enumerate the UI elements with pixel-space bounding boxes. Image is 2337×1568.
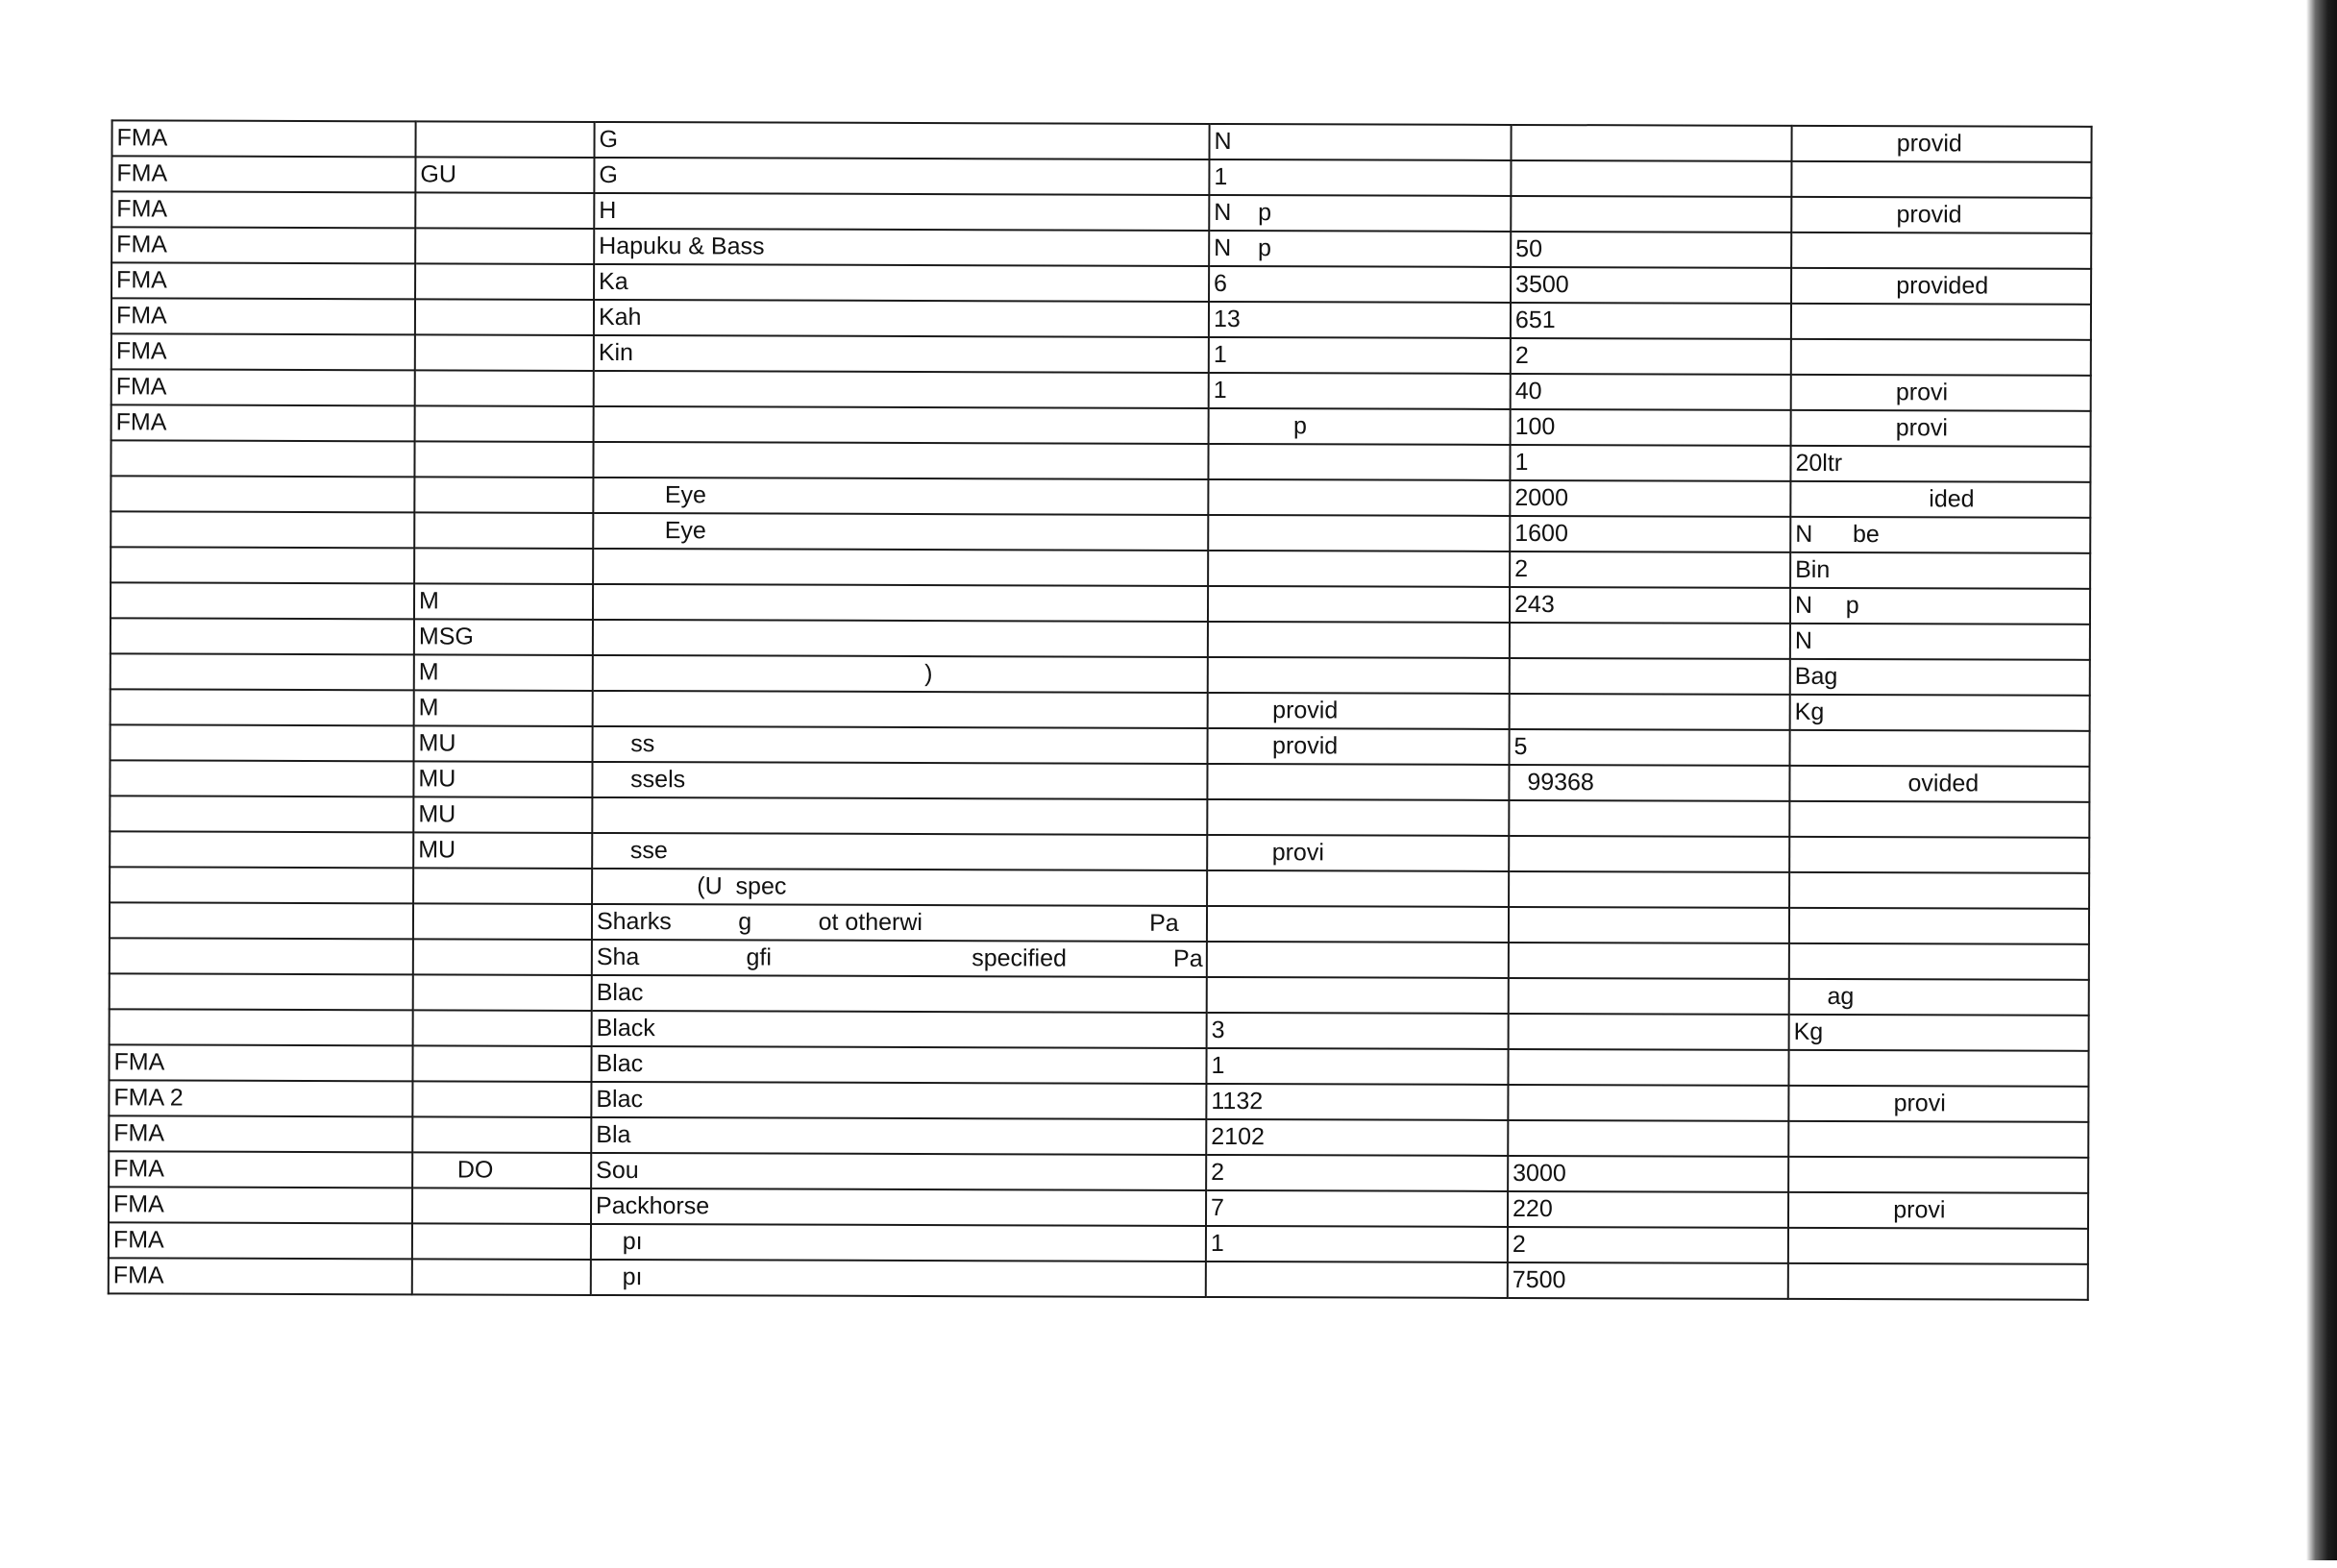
code-cell <box>413 974 592 1011</box>
code-cell <box>415 121 594 158</box>
note-cell <box>1789 837 2089 873</box>
table-row <box>111 582 2090 624</box>
species-cell: G <box>594 122 1209 159</box>
count-cell: p <box>1209 408 1511 445</box>
note-cell <box>1788 1121 2088 1158</box>
table-row <box>110 1009 2089 1050</box>
quantity-cell <box>1511 160 1791 197</box>
code-cell <box>412 1188 591 1224</box>
quantity-cell: 2 <box>1511 338 1791 375</box>
quantity-cell <box>1509 800 1789 837</box>
species-cell: (U spec <box>592 869 1207 906</box>
species-cell: ) <box>593 655 1208 693</box>
species-cell: Ka <box>594 264 1209 302</box>
quantity-cell: 1600 <box>1510 516 1790 552</box>
area-cell: FMA <box>111 156 415 192</box>
code-cell: MU <box>414 725 593 762</box>
quantity-cell <box>1509 1014 1789 1050</box>
count-cell <box>1208 586 1510 623</box>
code-cell <box>415 228 594 264</box>
table-row <box>111 227 2091 268</box>
count-cell <box>1208 622 1510 658</box>
quantity-cell <box>1508 1120 1788 1157</box>
count-cell: provid <box>1208 728 1510 765</box>
quantity-cell: 5 <box>1510 729 1790 766</box>
quantity-cell: 243 <box>1510 587 1790 624</box>
code-cell <box>412 1081 591 1117</box>
area-cell <box>111 618 414 654</box>
table-row <box>111 689 2090 730</box>
quantity-cell: 1 <box>1510 445 1790 481</box>
table-row <box>109 1080 2088 1121</box>
note-cell <box>1788 1050 2088 1087</box>
species-cell: pı <box>591 1260 1206 1297</box>
area-cell <box>110 760 413 796</box>
count-cell: 1 <box>1206 1048 1508 1085</box>
note-cell: provid <box>1791 197 2091 233</box>
area-cell: FMA <box>111 120 415 157</box>
note-cell <box>1791 161 2091 198</box>
code-cell: MU <box>413 832 592 869</box>
area-cell: FMA 2 <box>109 1080 412 1116</box>
count-cell: 6 <box>1209 266 1511 303</box>
note-cell: ag <box>1789 979 2089 1016</box>
species-cell: Sharks g ot otherwi Pa <box>592 904 1207 942</box>
table-row <box>109 1222 2088 1263</box>
quantity-cell: 3500 <box>1511 267 1791 304</box>
species-cell: Blac <box>591 1082 1206 1119</box>
table-row <box>111 191 2091 233</box>
area-cell <box>110 902 413 939</box>
count-cell: N p <box>1209 231 1511 267</box>
count-cell: 1 <box>1209 337 1511 374</box>
count-cell: 13 <box>1209 302 1511 338</box>
species-cell: Kah <box>594 300 1209 337</box>
code-cell: GU <box>415 157 594 193</box>
count-cell <box>1208 515 1510 551</box>
count-cell: 7 <box>1206 1190 1508 1227</box>
species-cell: ssels <box>592 762 1207 799</box>
table-body <box>109 120 2092 1299</box>
code-cell <box>415 370 594 406</box>
quantity-cell <box>1510 623 1790 659</box>
note-cell: Kg <box>1789 1015 2089 1051</box>
table-row <box>109 1151 2088 1192</box>
note-cell: N <box>1790 624 2090 660</box>
species-cell: pı <box>591 1224 1206 1262</box>
quantity-cell <box>1510 658 1790 695</box>
species-cell: H <box>594 193 1209 231</box>
note-cell: Bin <box>1790 552 2090 589</box>
species-cell: Sou <box>591 1153 1206 1190</box>
quantity-cell <box>1509 871 1789 908</box>
note-cell <box>1791 233 2091 269</box>
code-cell <box>412 1259 591 1295</box>
area-cell <box>111 476 414 512</box>
area-cell <box>111 511 414 548</box>
table-row <box>111 156 2091 197</box>
count-cell: 1 <box>1209 159 1511 196</box>
code-cell: M <box>414 583 593 620</box>
table-row <box>109 1258 2088 1299</box>
table-row <box>111 653 2090 695</box>
count-cell: 1 <box>1206 1226 1508 1262</box>
code-cell <box>415 263 594 300</box>
code-cell <box>414 441 593 478</box>
code-cell: M <box>414 690 593 726</box>
species-cell: Blac <box>591 1046 1206 1084</box>
count-cell <box>1208 479 1510 516</box>
species-cell: Eye <box>593 478 1208 515</box>
species-cell: Black <box>592 1011 1207 1048</box>
count-cell: N p <box>1209 195 1511 232</box>
area-cell <box>111 582 414 619</box>
table-row <box>111 440 2090 481</box>
area-cell: FMA <box>111 298 415 334</box>
table-row <box>111 298 2091 339</box>
area-cell <box>110 938 413 974</box>
table-row <box>111 618 2090 659</box>
area-cell: FMA <box>111 333 415 370</box>
note-cell: N be <box>1790 517 2090 553</box>
note-cell: 20ltr <box>1790 446 2090 482</box>
area-cell <box>110 1009 413 1045</box>
code-cell <box>413 939 592 975</box>
note-cell <box>1791 304 2091 340</box>
area-cell: FMA <box>109 1151 412 1188</box>
area-cell: FMA <box>111 404 415 441</box>
note-cell <box>1789 872 2089 909</box>
count-cell: 3 <box>1207 1013 1509 1049</box>
code-cell <box>412 1223 591 1260</box>
note-cell: Bag <box>1790 659 2090 696</box>
table-row <box>109 1187 2088 1228</box>
table-row <box>110 973 2089 1015</box>
note-cell <box>1790 730 2090 767</box>
count-cell: 1 <box>1209 373 1511 409</box>
quantity-cell <box>1509 943 1789 979</box>
area-cell <box>110 867 413 903</box>
count-cell <box>1208 444 1510 480</box>
note-cell: provided <box>1791 268 2091 305</box>
code-cell <box>415 299 594 335</box>
species-cell: sse <box>592 833 1207 870</box>
quantity-cell: 40 <box>1511 374 1791 410</box>
quantity-cell: 100 <box>1511 409 1791 446</box>
table-row <box>111 724 2090 766</box>
note-cell: provi <box>1788 1192 2088 1229</box>
area-cell: FMA <box>111 262 415 299</box>
species-cell: Packhorse <box>591 1188 1206 1226</box>
species-cell <box>592 797 1207 835</box>
species-cell <box>593 620 1208 657</box>
table-row <box>111 369 2091 410</box>
code-cell <box>414 512 593 549</box>
count-cell <box>1206 1262 1508 1298</box>
quantity-cell: 651 <box>1511 303 1791 339</box>
count-cell <box>1207 977 1509 1014</box>
quantity-cell: 3000 <box>1508 1156 1788 1192</box>
species-cell: ss <box>593 726 1208 764</box>
count-cell: N <box>1209 124 1511 160</box>
note-cell: ovided <box>1789 766 2089 802</box>
quantity-cell: 7500 <box>1508 1262 1788 1299</box>
code-cell <box>415 334 594 371</box>
table-row <box>111 262 2091 304</box>
code-cell <box>414 548 593 584</box>
count-cell <box>1208 551 1510 587</box>
quantity-cell <box>1509 836 1789 872</box>
table-row <box>110 831 2089 872</box>
note-cell <box>1788 1228 2088 1264</box>
count-cell: provi <box>1207 835 1509 871</box>
species-cell: Hapuku & Bass <box>594 229 1209 266</box>
count-cell <box>1207 942 1509 978</box>
area-cell <box>111 440 414 477</box>
count-cell: 1132 <box>1206 1084 1508 1120</box>
area-cell: FMA <box>109 1258 412 1294</box>
table-row <box>111 404 2091 446</box>
quantity-cell: 99368 <box>1509 765 1789 801</box>
table-row <box>111 120 2091 161</box>
species-cell: Sha gfi specified Pa <box>592 940 1207 977</box>
species-cell <box>594 371 1209 408</box>
count-cell: provid <box>1208 693 1510 729</box>
quantity-cell: 2000 <box>1510 480 1790 517</box>
quantity-cell <box>1510 694 1790 730</box>
area-cell: FMA <box>111 191 415 228</box>
count-cell: 2102 <box>1206 1119 1508 1156</box>
table-row <box>111 511 2090 552</box>
species-cell <box>593 584 1208 622</box>
species-cell: Bla <box>591 1117 1206 1155</box>
area-cell <box>110 796 413 832</box>
code-cell <box>413 1010 592 1046</box>
note-cell: N p <box>1790 588 2090 625</box>
table-row <box>110 796 2089 837</box>
table-row <box>111 476 2090 517</box>
code-cell <box>412 1045 591 1082</box>
count-cell <box>1207 799 1509 836</box>
species-cell: G <box>594 158 1209 195</box>
area-cell: FMA <box>109 1222 412 1259</box>
note-cell <box>1791 339 2091 376</box>
note-cell <box>1788 1157 2088 1193</box>
note-cell: provi <box>1788 1086 2088 1122</box>
code-cell: MU <box>413 761 592 797</box>
quantity-cell <box>1509 978 1789 1015</box>
species-cell: Kin <box>594 335 1209 373</box>
count-cell: 2 <box>1206 1155 1508 1191</box>
quantity-cell: 2 <box>1508 1227 1788 1263</box>
note-cell: provi <box>1791 375 2091 411</box>
code-cell <box>413 903 592 940</box>
table-row <box>110 938 2089 979</box>
note-cell: Kg <box>1790 695 2090 731</box>
note-cell <box>1789 801 2089 838</box>
count-cell <box>1207 870 1509 907</box>
count-cell <box>1207 906 1509 943</box>
note-cell: provi <box>1791 410 2091 447</box>
code-cell <box>415 405 594 442</box>
note-cell <box>1788 1263 2088 1300</box>
code-cell <box>413 868 592 904</box>
table-row <box>111 547 2090 588</box>
quantity-cell: 2 <box>1510 551 1790 588</box>
code-cell: MU <box>413 796 592 833</box>
table-row <box>109 1115 2088 1157</box>
quantity-cell <box>1508 1085 1788 1121</box>
area-cell: FMA <box>111 369 415 405</box>
species-cell <box>593 442 1208 479</box>
note-cell: provid <box>1791 126 2091 162</box>
quantity-cell <box>1509 907 1789 943</box>
area-cell <box>111 724 414 761</box>
table-row <box>110 867 2089 908</box>
area-cell <box>111 689 414 725</box>
area-cell: FMA <box>111 227 415 263</box>
count-cell <box>1208 657 1510 694</box>
code-cell <box>414 477 593 513</box>
code-cell: DO <box>412 1152 591 1188</box>
note-cell: ided <box>1790 481 2090 518</box>
table-row <box>110 760 2089 801</box>
species-cell <box>593 549 1208 586</box>
area-cell <box>110 831 413 868</box>
code-cell: M <box>414 654 593 691</box>
area-cell <box>110 973 413 1010</box>
species-cell <box>593 691 1208 728</box>
table-row <box>109 1044 2088 1086</box>
count-cell <box>1207 764 1509 800</box>
area-cell: FMA <box>109 1187 412 1223</box>
species-cell: Eye <box>593 513 1208 551</box>
quantity-cell <box>1508 1049 1788 1086</box>
area-cell: FMA <box>109 1044 412 1081</box>
code-cell <box>412 1116 591 1153</box>
quantity-cell: 50 <box>1511 232 1791 268</box>
quantity-cell <box>1511 125 1791 161</box>
area-cell <box>111 653 414 690</box>
area-cell: FMA <box>109 1115 412 1152</box>
note-cell <box>1789 943 2089 980</box>
area-cell <box>111 547 414 583</box>
quantity-cell <box>1511 196 1791 233</box>
code-cell <box>415 192 594 229</box>
table-row <box>110 902 2089 943</box>
data-table <box>108 119 2093 1300</box>
quantity-cell: 220 <box>1508 1191 1788 1228</box>
table-row <box>111 333 2091 375</box>
note-cell <box>1789 908 2089 944</box>
code-cell: MSG <box>414 619 593 655</box>
species-cell <box>594 406 1209 444</box>
species-cell: Blac <box>592 975 1207 1013</box>
